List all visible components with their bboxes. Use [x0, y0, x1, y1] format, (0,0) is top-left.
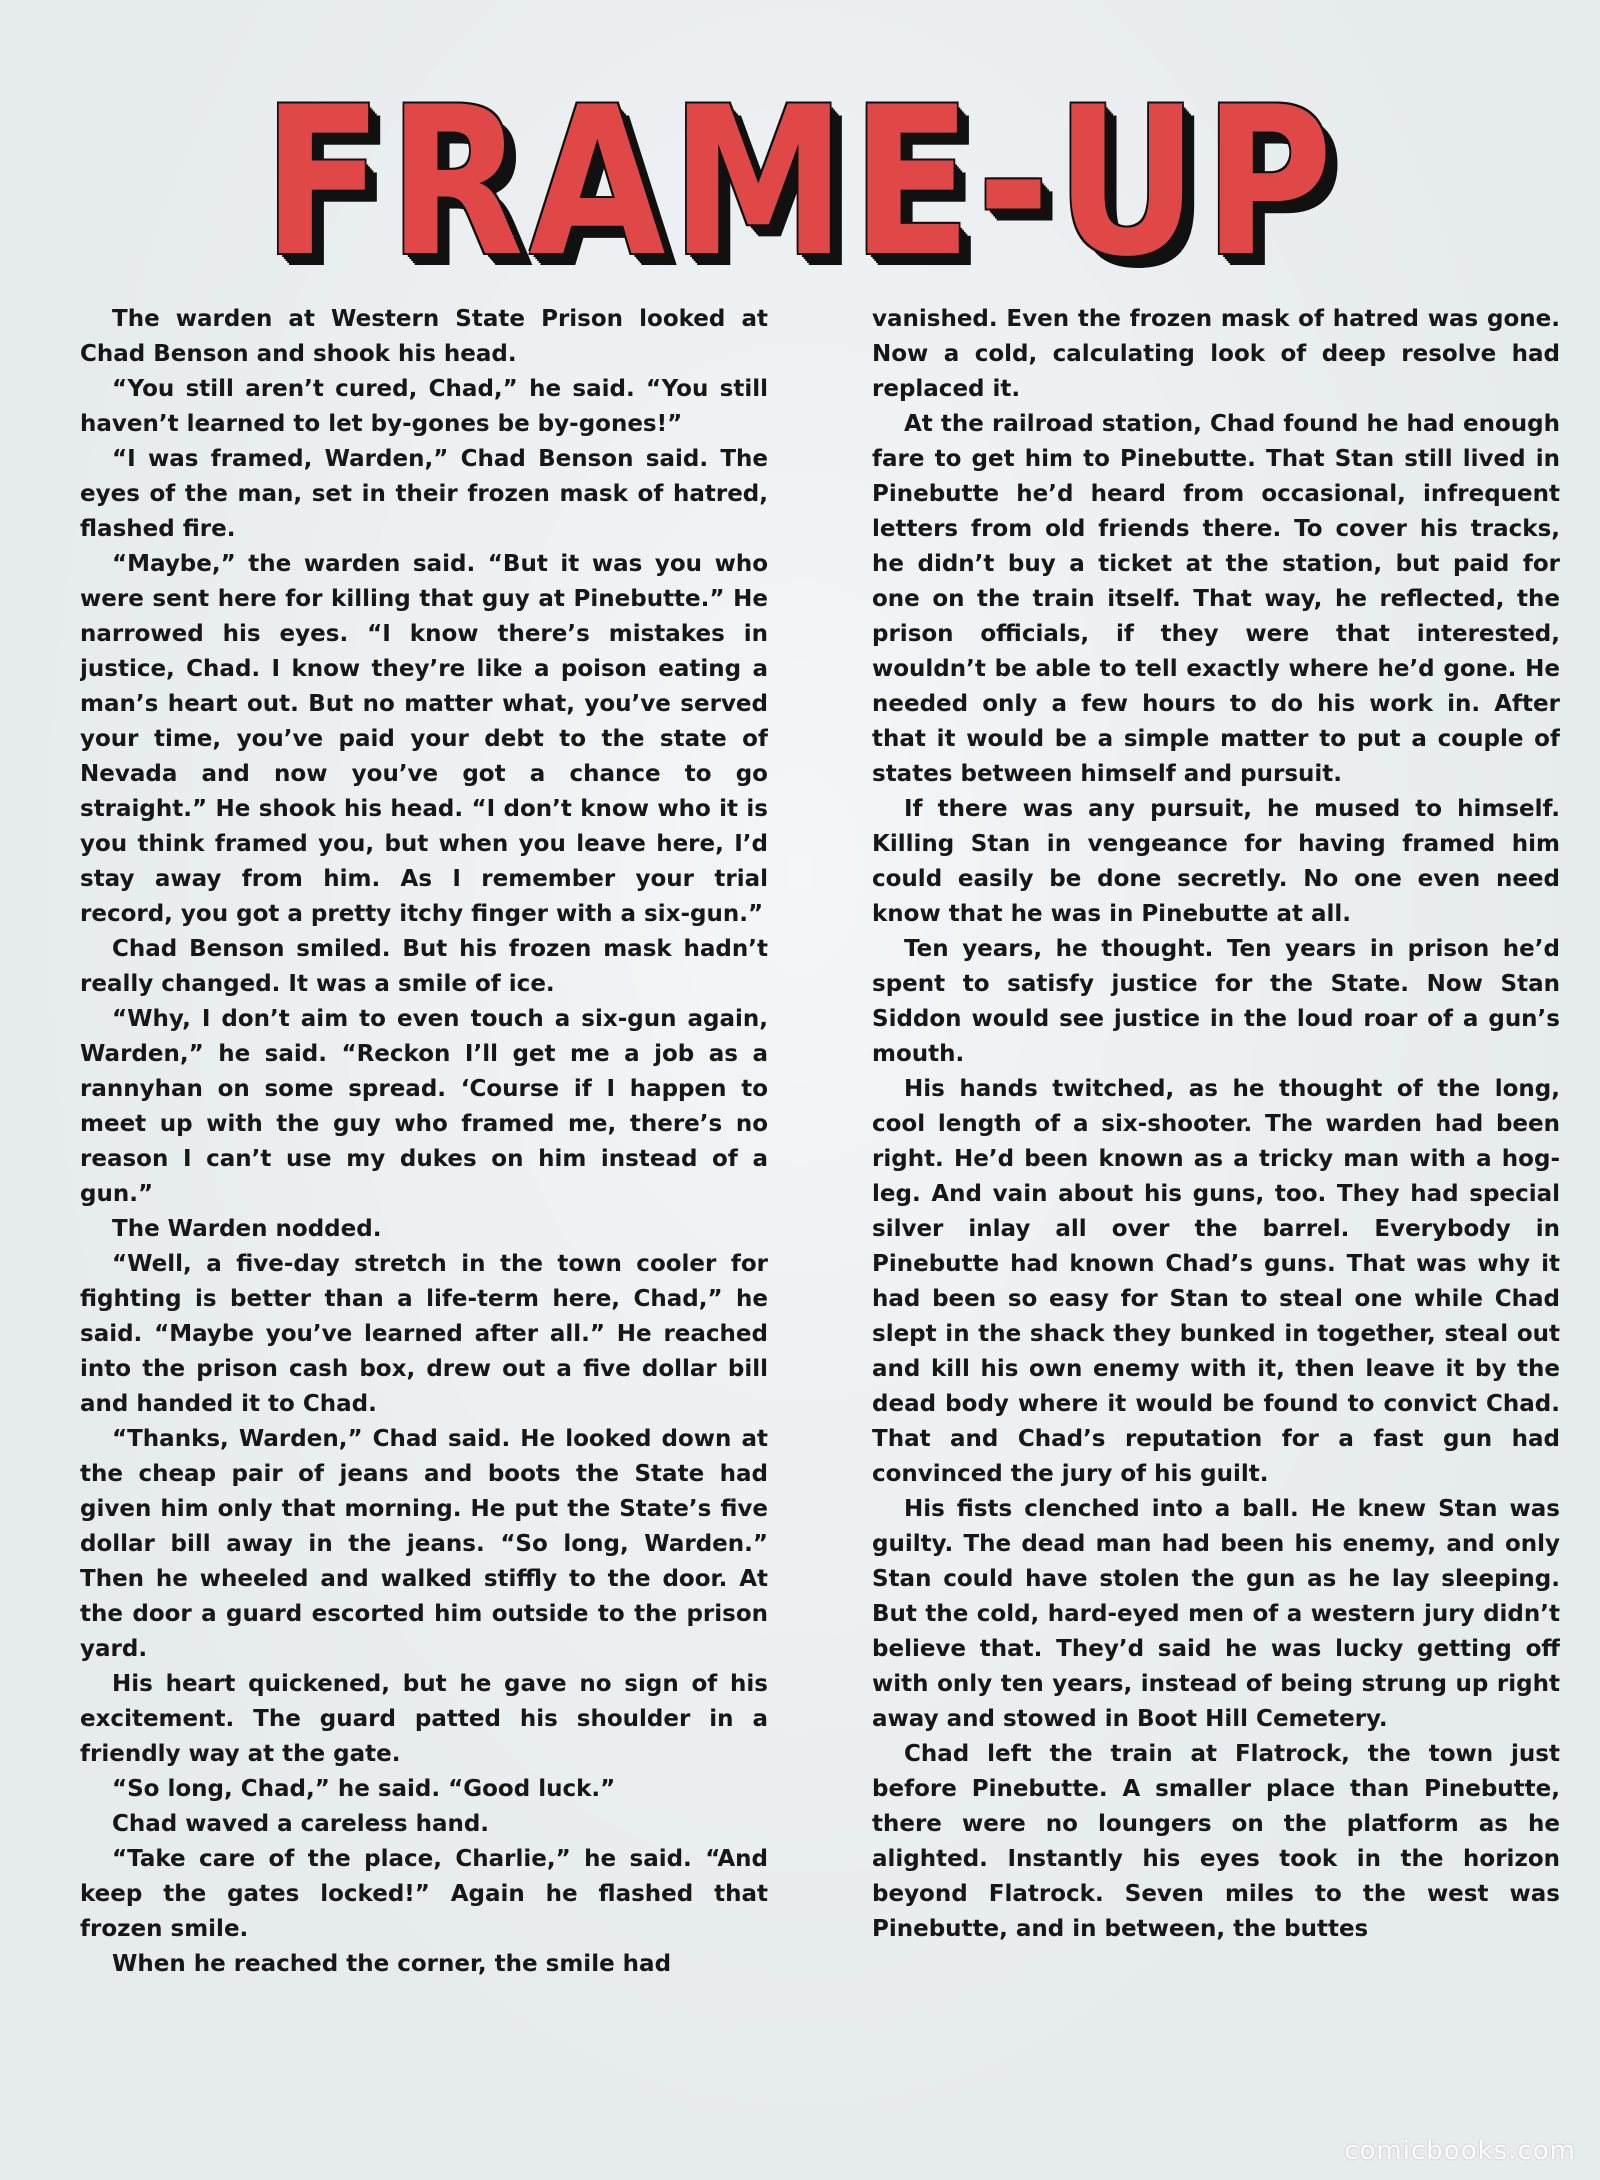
- paragraph: At the railroad station, Chad found he had enough fare to get him to Pinebutte. That Stan still lived in Pinebutte he’d heard from occasional, infrequent letters from old friends there. To cover his tracks, he didn’t buy a ticket at the station, but paid for one on the train itself. That way, he reflected, the prison officials, if they were that interested, wouldn’t be able to tell exactly where he’d gone. He needed only a few hours to do his work in. After that it would be a simple matter to put a couple of states between himself and pursuit.: [872, 411, 1560, 787]
- paragraph: “Thanks, Warden,” Chad said. He looked down at the cheap pair of jeans and boots the State had given him only that morning. He put the State’s five dollar bill away in the jeans. “So long, Warden.” Then he wheeled and walked stiffly to the door. At the door a guard escorted him outside to the prison yard.: [80, 1426, 768, 1662]
- paragraph: “Maybe,” the warden said. “But it was you who were sent here for killing that guy at Pinebutte.” He narrowed his eyes. “I know there’s mistakes in justice, Chad. I know they’re like a poison eating a man’s heart out. But no matter what, you’ve served your time, you’ve paid your debt to the state of Nevada and now you’ve got a chance to go straight.” He shook his head. “I don’t know who it is you think framed you, but when you leave here, I’d stay away from him. As I remember your trial record, you got a pretty itchy finger with a six-gun.”: [80, 551, 768, 927]
- paragraph: vanished. Even the frozen mask of hatred was gone. Now a cold, calculating look of deep resolve had replaced it.: [872, 306, 1560, 402]
- paragraph: “Take care of the place, Charlie,” he said. “And keep the gates locked!” Again he flashed that frozen smile.: [80, 1846, 768, 1942]
- paragraph: “Why, I don’t aim to even touch a six-gun again, Warden,” he said. “Reckon I’ll get me a job as a rannyhan on some spread. ‘Course if I happen to meet up with the guy who framed me, there’s no reason I can’t use my dukes on him instead of a gun.”: [80, 1006, 768, 1207]
- paragraph: The Warden nodded.: [112, 1216, 382, 1242]
- paragraph: Chad left the train at Flatrock, the town just before Pinebutte. A smaller place than Pinebutte, there were no loungers on the platform as he alighted. Instantly his eyes took in the horizon beyond Flatrock. Seven miles to the west was Pinebutte, and in between, the buttes: [872, 1741, 1560, 1942]
- left-column: [80, 302, 768, 2092]
- paragraph: “Well, a five-day stretch in the town cooler for fighting is better than a life-term here, Chad,” he said. “Maybe you’ve learned after all.” He reached into the prison cash box, drew out a five dollar bill and handed it to Chad.: [80, 1251, 768, 1417]
- paragraph: “I was framed, Warden,” Chad Benson said. The eyes of the man, set in their frozen mask of hatred, flashed fire.: [80, 446, 768, 542]
- text-columns: [80, 302, 1560, 2092]
- story-title: FRAME-UP: [262, 64, 1338, 302]
- paragraph: The warden at Western State Prison looked at Chad Benson and shook his head.: [80, 306, 768, 367]
- paragraph: When he reached the corner, the smile had: [112, 1951, 672, 1977]
- paragraph: His fists clenched into a ball. He knew Stan was guilty. The dead man had been his enemy, and only Stan could have stolen the gun as he lay sleeping. But the cold, hard-eyed men of a western jury didn’t believe that. They’d said he was lucky getting off with only ten years, instead of being strung up right away and stowed in Boot Hill Cemetery.: [872, 1496, 1560, 1732]
- paragraph: “So long, Chad,” he said. “Good luck.”: [112, 1776, 616, 1802]
- paragraph: His heart quickened, but he gave no sign of his excitement. The guard patted his shoulder in a friendly way at the gate.: [80, 1671, 768, 1767]
- paragraph: Chad waved a careless hand.: [112, 1811, 490, 1837]
- site-watermark: comicbooks.com: [1344, 2136, 1576, 2166]
- paragraph: His hands twitched, as he thought of the long, cool length of a six-shooter. The warden had been right. He’d been known as a tricky man with a hog-leg. And vain about his guns, too. They had special silver inlay all over the barrel. Everybody in Pinebutte had known Chad’s guns. That was why it had been so easy for Stan to steal one while Chad slept in the shack they bunked in together, steal out and kill his own enemy with it, then leave it by the dead body where it would be found to convict Chad. That and Chad’s reputation for a fast gun had convinced the jury of his guilt.: [872, 1076, 1560, 1487]
- paragraph: “You still aren’t cured, Chad,” he said. “You still haven’t learned to let by-gones be by-gones!”: [80, 376, 768, 437]
- title-banner: [0, 64, 1600, 302]
- paragraph: Ten years, he thought. Ten years in prison he’d spent to satisfy justice for the State. Now Stan Siddon would see justice in the loud roar of a gun’s mouth.: [872, 936, 1560, 1067]
- paragraph: If there was any pursuit, he mused to himself. Killing Stan in vengeance for having framed him could easily be done secretly. No one even need know that he was in Pinebutte at all.: [872, 796, 1560, 927]
- right-column: [872, 302, 1560, 2092]
- paragraph: Chad Benson smiled. But his frozen mask hadn’t really changed. It was a smile of ice.: [80, 936, 768, 997]
